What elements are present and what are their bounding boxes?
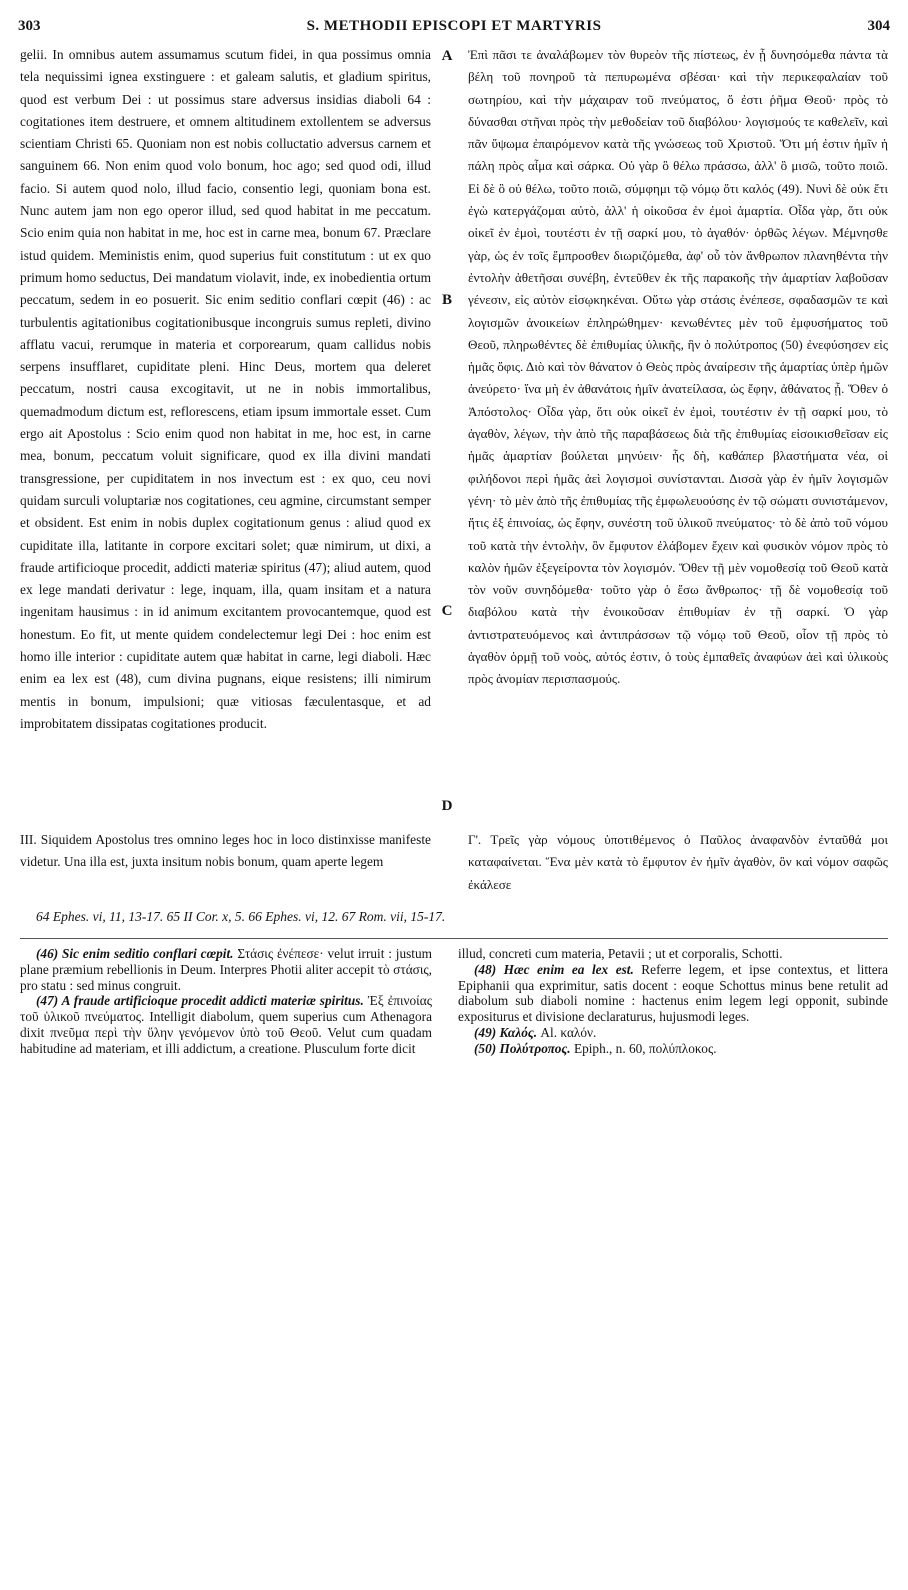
notes-left-column — [20, 946, 432, 1066]
footnote: (49) Καλός. Al. καλόν. — [474, 1024, 597, 1040]
greek-section-three: Γ'. Τρεῖς γὰρ νόμους ὑποτιθέμενος ὁ Παῦλος ἀναφανδὸν ἐνταῦθά μοι καταφαίνεται. Ἕνα μὲν κατὰ τὸ ἔμφυτον ἐν ἡμῖν ἀγαθὸν, ὃν καὶ νόμον σαφῶς ἐκάλεσε — [468, 832, 888, 892]
greek-main-column: Ἐπὶ πᾶσι τε ἀναλάβωμεν τὸν θυρεὸν τῆς πίστεως, ἐν ᾗ δυνησόμεθα πάντα τὰ βέλη τοῦ πονηροῦ τὰ πεπυρωμένα σβέσαι· καὶ τὴν περικεφαλαίαν τοῦ σωτηρίου, καὶ τὴν μάχαιραν τοῦ πνεύματος, ὅ ἐστι ῥῆμα Θεοῦ· πρὸς τὸ δύνασθαι στῆναι πρὸς τὴν μεθοδείαν τοῦ διαβόλου· λογισμούς τε καθελεῖν, καὶ πᾶν ὕψωμα ἐπαιρόμενον κατὰ τῆς γνώσεως τοῦ Χριστοῦ. Ὅτι μή ἐστιν ἡμῖν ἡ πάλη πρὸς αἷμα καὶ σάρκα. Οὐ γὰρ ὃ θέλω πράσσω, ἀλλ' ὃ μισῶ, τοῦτο ποιῶ. Εἰ δὲ ὃ οὐ θέλω, τοῦτο ποιῶ, σύμφημι τῷ νόμῳ ὅτι καλός (49). Νυνὶ δὲ οὐκ ἔτι ἐγὼ κατεργάζομαι αὐτὸ, ἀλλ' ἡ οἰκοῦσα ἐν ἐμοὶ ἁμαρτία. Οἶδα γὰρ, ὅτι οὐκ οἰκεῖ ἐν ἐμοὶ, τουτέστι ἐν τῇ σαρκί μου, τὸ ἀγαθόν· ὀρθῶς λέγων. Μέμνησθε γὰρ, ὡς ἐν τοῖς ἔμπροσθεν διωριζόμεθα, ἀφ' οὗ τὸν ἄνθρωπον πλανηθέντα τὴν ἐντολὴν ἀθετῆσαι συνέβη, ἐντεῦθεν ἐκ τῆς παρακοῆς τὴν ἁμαρτίαν λαβοῦσαν γένεσιν, εἰς αὐτὸν εἰσῳκηκέναι. Οὕτω γὰρ στάσις ἐνέπεσε, σφαδασμῶν τε καὶ λογισμῶν ἀνοικείων ἐπληρώθημεν· κενωθέντες μὲν τοῦ ἐμφυσήματος τοῦ Θεοῦ, πληρωθέντες δὲ ἐπιθυμίας ὑλικῆς, ἣν ὁ πολύτροπος (50) ἐνεφύσησεν εἰς ἡμᾶς ὄφις. Διὸ καὶ τὸν θάνατον ὁ Θεὸς πρὸς ἀναίρεσιν τῆς ἁμαρτίας ὑπὲρ ἡμῶν ἀνεύρετο· ἵνα μὴ ἐν ἀθανάτοις ἡμῖν ἀνατείλασα, ὡς ἔφην, ἀθάνατος ᾖ. Ὅθεν ὁ Ἀπόστολος· Οἶδα γὰρ, ὅτι οὐκ οἰκεῖ ἐν ἐμοὶ, τουτέστιν ἐν τῇ σαρκί μου, τὸ ἀγαθὸν, λέγων, τὴν ἀπὸ τῆς παραβάσεως διὰ τῆς ἐπιθυμίας εἰσοικισθεῖσαν εἰς ἡμᾶς ἁμαρτίαν βούλεται μηνύειν· ἧς δὴ, καθάπερ βλαστήματα νέα, οἱ φιλήδονοι περὶ ἡμᾶς ἀεὶ λογισμοὶ συνίστανται. Δισσὰ γὰρ ἐν ἡμῖν λογισμῶν γένη· τὸ μὲν ἀπὸ τῆς ἐπιθυμίας τῆς ἐμφωλευούσης ἐν τῷ σώματι συνιστάμενον, ἥτις ἐξ ἐπινοίας, ὡς ἔφην, συνέστη τοῦ ὑλικοῦ πνεύματος· τὸ δὲ ἀπὸ τοῦ νόμου τοῦ κατὰ τὴν ἐντολὴν, ὃν ἔμφυτον ἐλάβομεν ἔχειν καὶ φυσικὸν νόμον πρὸς τὸ καλὸν ἡμῶν ἐξεγείροντα τὸν λογισμόν. Ὅθεν τῇ μὲν νομοθεσίᾳ τοῦ Θεοῦ κατὰ τὸν νοῦν συνηδόμεθα· τοῦτο γὰρ ὁ ἔσω ἄνθρωπος· τῇ δὲ νομοθεσίᾳ τοῦ διαβόλου κατὰ τὴν ἐνοικοῦσαν ἐπιθυμίαν ἐν τῇ σαρκί. Ὁ γὰρ ἀντιστρατευόμενος καὶ ἀντιπράσσων τῷ νόμῳ τοῦ Θεοῦ, οἷον τῇ πρὸς τὸ ἀγαθὸν ὁρμῇ τοῦ νοὸς, αὐτός ἐστιν, ὁ τοὺς ἐμπαθεῖς ἀναφύων ἀεὶ καὶ ὑλικοὺς πρὸς ἀνομίαν περισπασμούς. — [468, 47, 888, 687]
latin-main-column: gelii. In omnibus autem assumamus scutum fidei, in qua possimus omnia tela nequissimi ignea exstinguere : et galeam salutis, et gladium spiritus, quod est verbum Dei : ut possimus stare adversus insidias diaboli 64 : cogitationes item destruere, et omnem altitudinem extollentem se adversus scientiam Christi 65. Quoniam non est nobis colluctatio adversus carnem et sanguinem 66. Non enim quod volo bonum, hoc ago; sed quod odi, illud facio. Si autem quod nolo, illud facio, consentio legi, quoniam bona est. Nunc autem jam non ego operor illud, sed quod habitat in me peccatum. Scio enim quia non habitat in me, hoc est in carne mea, bonum 67. Præclare istud quidem. Meministis enim, quod superius fuit constitutum : ut ex quo primum homo seductus, Dei mandatum violavit, inde, ex inobedientia ortum peccatum, sedem in eo posuerit. Sic enim seditio conflari cœpit (46) : ac turbulentis agitationibus cogitationibusque incongruis sumus repleti, divino afflatu vacui, rerumque in materia et corporearum, quam callidus nobis serpens insufflaret, cupiditate pleni. Hinc Deus, mortem qua deleret peccatum, nostri causa excogitavit, ut ne in nobis immortalibus, quemadmodum dictum est, reflorescens, etiam ipsum immortale esset. Cum ergo ait Apostolus : Scio enim quod non habitat in me, hoc est, in carne mea, bonum, peccatum voluit significare, quod ex illa divini mandati transgressione, per cupiditatem in nos invectum est : ex quo, ceu novi quidam surculi voluptariæ nos cogitationes, ceu agmine, circumstant semper et obsident. Est enim in nobis duplex cogitationum genus : aliud quod ex cupiditate illa, latitante in corpore excitari solet; quæ nimirum, ut dixi, a fraude artificioque procedit, addicti materiæ spiritus (47); aliud autem, quod ex lege mandati derivatur : lege, inquam, illa, quam insitam et a natura ingenitam hausimus : in id animum excitantem provocantemque, quod est honestum. Eo fit, ut mente quidem condelectemur legi Dei : hoc enim est homo ille interior : cupiditate autem quæ habitat in carne, legi diaboli. Hæc enim ea lex est (48), cum divina pugnans, eique resistens; illi nimirum mentis in bonum, impulsioni; quæ vitiosas fæculentasque, et ad improbitatem dissipatas cogitationes producit. — [20, 47, 431, 731]
running-header — [18, 16, 890, 40]
footnote: illud, concreti cum materia, Petavii ; ut et corporalis, Schotti. — [458, 946, 783, 961]
running-title: S. METHODII EPISCOPI ET MARTYRIS — [306, 18, 602, 34]
page-number-right: 304 — [867, 18, 890, 34]
page-number-left: 303 — [18, 18, 41, 34]
footnote-divider — [20, 938, 888, 939]
margin-marker-b: B — [441, 292, 452, 308]
margin-marker-a: A — [441, 48, 453, 64]
footnote: (46) Sic enim seditio conflari cœpit. Στάσις ἐνέπεσε· velut irruit : justum plane præmium rebellionis in Deum. Interpres Photii aliter accepit τὸ στάσις, pro statu : sed minus congruit. — [20, 946, 432, 993]
margin-marker-d: D — [441, 798, 453, 814]
footnote: (50) Πολύτροπος. Epiph., n. 60, πολύπλοκος. — [474, 1040, 717, 1056]
footnote: (47) A fraude artificioque procedit addicti materiæ spiritus. Ἐξ ἐπινοίας τοῦ ὑλικοῦ πνεύματος. Intelligit diabolum, quem superius cum Athenagora dixit πνεῦμα περὶ τὴν ὕλην γενόμενον ὑπὸ τοῦ Θεοῦ. Velut cum quadam habitudine ad materiam, et illi addictum, a creatione. Plusculum forte dicit — [20, 993, 432, 1056]
margin-marker-c: C — [441, 603, 453, 619]
scripture-references: 64 Ephes. vi, 11, 13-17. 65 II Cor. x, 5. 66 Ephes. vi, 12. 67 Rom. vii, 15-17. — [36, 909, 446, 924]
notes-right-column — [458, 946, 888, 1106]
footnote: (48) Hæc enim ea lex est. Referre legem, et ipse contextus, et littera Epiphanii qua exprimitur, satis docent : eoque Schottus minus bene retulit ad diabolum sub diaboli nomine : hactenus enim legem legi opponit, subinde expositurus et divisione declaraturus, hujusmodi leges. — [458, 961, 888, 1025]
latin-section-three: III. Siquidem Apostolus tres omnino leges hoc in loco distinxisse manifeste videtur. Una illa est, juxta insitum nobis bonum, quam aperte legem — [20, 832, 431, 870]
